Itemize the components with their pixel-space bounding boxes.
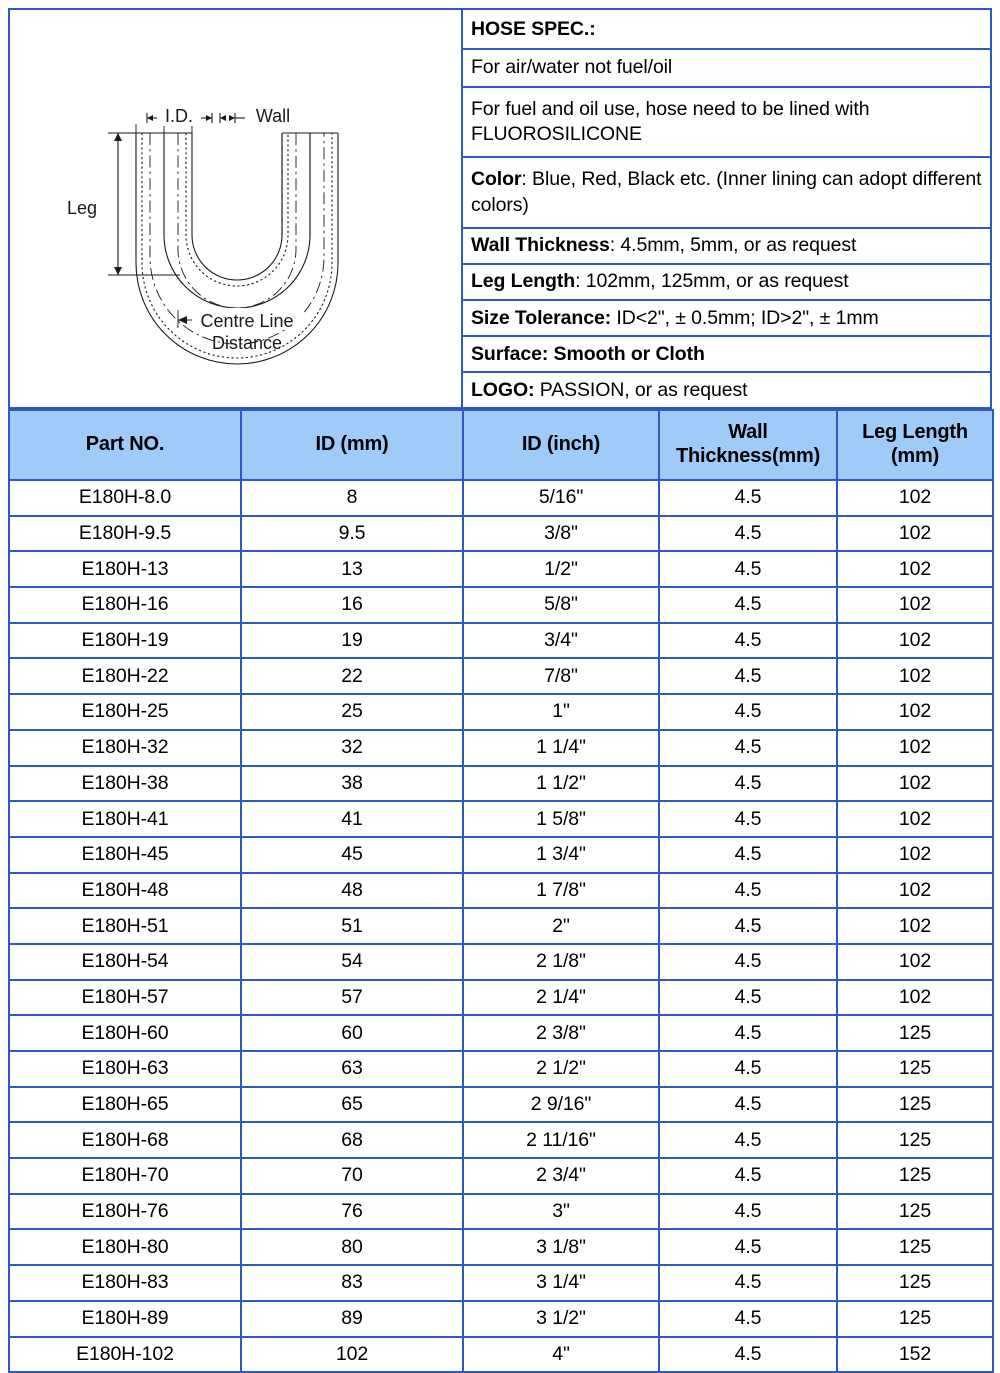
column-header-part-no: Part NO. bbox=[9, 410, 241, 480]
cell-part-no: E180H-65 bbox=[9, 1087, 241, 1123]
cell-wall-thickness: 4.5 bbox=[659, 766, 837, 802]
cell-leg-length: 102 bbox=[837, 623, 993, 659]
column-header-leg-line1: Leg Length bbox=[862, 421, 968, 444]
cell-part-no: E180H-51 bbox=[9, 908, 241, 944]
cell-wall-thickness: 4.5 bbox=[659, 1087, 837, 1123]
spec-label-size-tolerance: Size Tolerance: bbox=[471, 306, 612, 329]
cell-id-inch: 1 7/8" bbox=[463, 873, 659, 909]
cell-part-no: E180H-13 bbox=[9, 551, 241, 587]
cell-leg-length: 102 bbox=[837, 730, 993, 766]
cell-leg-length: 125 bbox=[837, 1087, 993, 1123]
table-row bbox=[9, 1122, 993, 1158]
table-row bbox=[9, 1337, 993, 1373]
spec-row-surface bbox=[463, 337, 990, 373]
cell-wall-thickness: 4.5 bbox=[659, 658, 837, 694]
cell-id-mm: 48 bbox=[241, 873, 463, 909]
spec-value-wall-thickness: : 4.5mm, 5mm, or as request bbox=[609, 234, 857, 257]
spec-label-leg-length: Leg Length bbox=[471, 270, 576, 293]
spec-value-logo: PASSION, or as request bbox=[534, 378, 748, 401]
table-row bbox=[9, 1194, 993, 1230]
cell-id-inch: 3 1/8" bbox=[463, 1229, 659, 1265]
cell-id-mm: 16 bbox=[241, 587, 463, 623]
cell-id-inch: 3/8" bbox=[463, 516, 659, 552]
cell-id-mm: 80 bbox=[241, 1229, 463, 1265]
cell-id-inch: 1 1/2" bbox=[463, 766, 659, 802]
table-row bbox=[9, 837, 993, 873]
table-row bbox=[9, 1015, 993, 1051]
cell-part-no: E180H-102 bbox=[9, 1337, 241, 1373]
spec-title: HOSE SPEC.: bbox=[471, 17, 596, 40]
cell-id-mm: 41 bbox=[241, 801, 463, 837]
cell-leg-length: 102 bbox=[837, 551, 993, 587]
cell-part-no: E180H-89 bbox=[9, 1301, 241, 1337]
cell-part-no: E180H-70 bbox=[9, 1158, 241, 1194]
column-header-id-inch: ID (inch) bbox=[463, 410, 659, 480]
cell-part-no: E180H-25 bbox=[9, 694, 241, 730]
table-row bbox=[9, 587, 993, 623]
spec-label-color: Color bbox=[471, 168, 522, 191]
cell-wall-thickness: 4.5 bbox=[659, 623, 837, 659]
cell-id-mm: 83 bbox=[241, 1265, 463, 1301]
cell-id-mm: 19 bbox=[241, 623, 463, 659]
column-header-wall-thickness bbox=[659, 410, 837, 480]
cell-part-no: E180H-45 bbox=[9, 837, 241, 873]
cell-wall-thickness: 4.5 bbox=[659, 908, 837, 944]
cell-part-no: E180H-48 bbox=[9, 873, 241, 909]
spec-value-size-tolerance: ID<2", ± 0.5mm; ID>2", ± 1mm bbox=[611, 306, 879, 329]
cell-leg-length: 125 bbox=[837, 1265, 993, 1301]
column-header-leg-length bbox=[837, 410, 993, 480]
cell-id-mm: 54 bbox=[241, 944, 463, 980]
cell-id-mm: 22 bbox=[241, 658, 463, 694]
cell-part-no: E180H-41 bbox=[9, 801, 241, 837]
wall-dimension-label: Wall bbox=[255, 106, 291, 126]
cell-part-no: E180H-38 bbox=[9, 766, 241, 802]
cell-leg-length: 102 bbox=[837, 980, 993, 1016]
cell-id-inch: 5/8" bbox=[463, 587, 659, 623]
table-row bbox=[9, 908, 993, 944]
cell-id-mm: 89 bbox=[241, 1301, 463, 1337]
cell-id-inch: 5/16" bbox=[463, 480, 659, 516]
cell-part-no: E180H-8.0 bbox=[9, 480, 241, 516]
cell-id-inch: 7/8" bbox=[463, 658, 659, 694]
table-row bbox=[9, 480, 993, 516]
table-row bbox=[9, 944, 993, 980]
table-header bbox=[9, 410, 993, 480]
cell-part-no: E180H-9.5 bbox=[9, 516, 241, 552]
cell-part-no: E180H-19 bbox=[9, 623, 241, 659]
cell-part-no: E180H-54 bbox=[9, 944, 241, 980]
spec-value-leg-length: : 102mm, 125mm, or as request bbox=[575, 270, 849, 293]
cell-id-inch: 1 1/4" bbox=[463, 730, 659, 766]
cell-part-no: E180H-22 bbox=[9, 658, 241, 694]
cell-id-mm: 70 bbox=[241, 1158, 463, 1194]
cell-wall-thickness: 4.5 bbox=[659, 1122, 837, 1158]
cell-id-mm: 38 bbox=[241, 766, 463, 802]
cell-id-inch: 3" bbox=[463, 1194, 659, 1230]
cell-id-mm: 60 bbox=[241, 1015, 463, 1051]
cell-id-inch: 2" bbox=[463, 908, 659, 944]
cell-id-mm: 8 bbox=[241, 480, 463, 516]
spec-text-fuel-oil: For fuel and oil use, hose need to be lined with FLUOROSILICONE bbox=[471, 97, 870, 146]
id-dimension-label: I.D. bbox=[164, 106, 194, 126]
cell-id-mm: 102 bbox=[241, 1337, 463, 1373]
spec-label-wall-thickness: Wall Thickness bbox=[471, 234, 610, 257]
cell-id-mm: 76 bbox=[241, 1194, 463, 1230]
table-row bbox=[9, 1087, 993, 1123]
cell-id-inch: 2 9/16" bbox=[463, 1087, 659, 1123]
cell-leg-length: 102 bbox=[837, 873, 993, 909]
table-row bbox=[9, 1051, 993, 1087]
spec-row-leg-length bbox=[463, 265, 990, 301]
spec-label-surface: Surface: Smooth or Cloth bbox=[471, 342, 705, 365]
cell-id-mm: 45 bbox=[241, 837, 463, 873]
centre-line-label: Centre Line bbox=[200, 311, 294, 331]
cell-leg-length: 125 bbox=[837, 1194, 993, 1230]
180-degree-hose-bend-drawing bbox=[10, 10, 462, 409]
hose-spec-panel bbox=[462, 8, 992, 409]
cell-leg-length: 102 bbox=[837, 766, 993, 802]
cell-part-no: E180H-68 bbox=[9, 1122, 241, 1158]
cell-id-inch: 1 5/8" bbox=[463, 801, 659, 837]
cell-wall-thickness: 4.5 bbox=[659, 1158, 837, 1194]
cell-leg-length: 102 bbox=[837, 944, 993, 980]
cell-id-inch: 1" bbox=[463, 694, 659, 730]
cell-id-inch: 3 1/4" bbox=[463, 1265, 659, 1301]
cell-wall-thickness: 4.5 bbox=[659, 873, 837, 909]
distance-label: Distance bbox=[211, 333, 283, 353]
cell-leg-length: 102 bbox=[837, 658, 993, 694]
cell-leg-length: 125 bbox=[837, 1122, 993, 1158]
cell-id-mm: 57 bbox=[241, 980, 463, 1016]
column-header-id-mm: ID (mm) bbox=[241, 410, 463, 480]
cell-part-no: E180H-63 bbox=[9, 1051, 241, 1087]
cell-part-no: E180H-83 bbox=[9, 1265, 241, 1301]
spec-row-logo bbox=[463, 373, 990, 407]
spec-row-fuel-oil bbox=[463, 88, 990, 159]
table-row bbox=[9, 1265, 993, 1301]
hose-diagram-cell bbox=[8, 8, 462, 409]
cell-id-mm: 32 bbox=[241, 730, 463, 766]
cell-part-no: E180H-57 bbox=[9, 980, 241, 1016]
part-number-table bbox=[8, 409, 994, 1373]
cell-leg-length: 125 bbox=[837, 1229, 993, 1265]
cell-leg-length: 125 bbox=[837, 1051, 993, 1087]
cell-leg-length: 125 bbox=[837, 1301, 993, 1337]
cell-leg-length: 102 bbox=[837, 801, 993, 837]
cell-leg-length: 102 bbox=[837, 694, 993, 730]
table-row bbox=[9, 1229, 993, 1265]
cell-wall-thickness: 4.5 bbox=[659, 694, 837, 730]
cell-leg-length: 125 bbox=[837, 1015, 993, 1051]
cell-leg-length: 152 bbox=[837, 1337, 993, 1373]
cell-wall-thickness: 4.5 bbox=[659, 587, 837, 623]
cell-id-inch: 4" bbox=[463, 1337, 659, 1373]
cell-id-inch: 3 1/2" bbox=[463, 1301, 659, 1337]
cell-id-inch: 1/2" bbox=[463, 551, 659, 587]
column-header-leg-line2: (mm) bbox=[890, 445, 940, 467]
cell-wall-thickness: 4.5 bbox=[659, 1301, 837, 1337]
table-header-row bbox=[9, 410, 993, 480]
cell-leg-length: 102 bbox=[837, 837, 993, 873]
table-row bbox=[9, 516, 993, 552]
cell-id-mm: 13 bbox=[241, 551, 463, 587]
cell-id-inch: 2 1/8" bbox=[463, 944, 659, 980]
table-row bbox=[9, 766, 993, 802]
cell-wall-thickness: 4.5 bbox=[659, 980, 837, 1016]
table-row bbox=[9, 694, 993, 730]
table-body bbox=[9, 480, 993, 1372]
cell-part-no: E180H-32 bbox=[9, 730, 241, 766]
cell-id-inch: 1 3/4" bbox=[463, 837, 659, 873]
table-row bbox=[9, 980, 993, 1016]
cell-leg-length: 102 bbox=[837, 908, 993, 944]
leg-dimension-label: Leg bbox=[66, 198, 98, 218]
cell-wall-thickness: 4.5 bbox=[659, 730, 837, 766]
cell-part-no: E180H-80 bbox=[9, 1229, 241, 1265]
spec-label-logo: LOGO: bbox=[471, 378, 535, 401]
cell-wall-thickness: 4.5 bbox=[659, 480, 837, 516]
cell-id-mm: 9.5 bbox=[241, 516, 463, 552]
cell-wall-thickness: 4.5 bbox=[659, 801, 837, 837]
cell-id-mm: 65 bbox=[241, 1087, 463, 1123]
cell-id-inch: 2 1/2" bbox=[463, 1051, 659, 1087]
cell-id-mm: 25 bbox=[241, 694, 463, 730]
cell-wall-thickness: 4.5 bbox=[659, 1337, 837, 1373]
spec-row-air-water bbox=[463, 50, 990, 88]
table-row bbox=[9, 658, 993, 694]
spec-value-color: : Blue, Red, Black etc. (Inner lining can adopt different colors) bbox=[471, 168, 982, 217]
cell-id-inch: 3/4" bbox=[463, 623, 659, 659]
table-row bbox=[9, 730, 993, 766]
cell-id-inch: 2 1/4" bbox=[463, 980, 659, 1016]
cell-wall-thickness: 4.5 bbox=[659, 516, 837, 552]
cell-id-mm: 68 bbox=[241, 1122, 463, 1158]
cell-id-mm: 63 bbox=[241, 1051, 463, 1087]
cell-wall-thickness: 4.5 bbox=[659, 1015, 837, 1051]
cell-wall-thickness: 4.5 bbox=[659, 1265, 837, 1301]
cell-part-no: E180H-60 bbox=[9, 1015, 241, 1051]
cell-wall-thickness: 4.5 bbox=[659, 944, 837, 980]
cell-wall-thickness: 4.5 bbox=[659, 1229, 837, 1265]
column-header-wall-line2: Thickness(mm) bbox=[675, 445, 821, 467]
top-section bbox=[8, 8, 992, 409]
spec-row-color bbox=[463, 158, 990, 229]
column-header-wall-line1: Wall bbox=[728, 421, 768, 444]
table-row bbox=[9, 551, 993, 587]
cell-wall-thickness: 4.5 bbox=[659, 1194, 837, 1230]
cell-leg-length: 102 bbox=[837, 587, 993, 623]
table-row bbox=[9, 801, 993, 837]
cell-leg-length: 125 bbox=[837, 1158, 993, 1194]
cell-id-inch: 2 3/8" bbox=[463, 1015, 659, 1051]
spec-title-row bbox=[463, 10, 990, 50]
cell-wall-thickness: 4.5 bbox=[659, 837, 837, 873]
cell-id-inch: 2 11/16" bbox=[463, 1122, 659, 1158]
spec-row-wall-thickness bbox=[463, 229, 990, 265]
spec-row-size-tolerance bbox=[463, 301, 990, 338]
cell-part-no: E180H-16 bbox=[9, 587, 241, 623]
table-row bbox=[9, 1301, 993, 1337]
spec-text-air-water: For air/water not fuel/oil bbox=[471, 56, 673, 79]
cell-part-no: E180H-76 bbox=[9, 1194, 241, 1230]
table-row bbox=[9, 873, 993, 909]
table-row bbox=[9, 623, 993, 659]
cell-id-inch: 2 3/4" bbox=[463, 1158, 659, 1194]
cell-leg-length: 102 bbox=[837, 480, 993, 516]
cell-wall-thickness: 4.5 bbox=[659, 1051, 837, 1087]
table-row bbox=[9, 1158, 993, 1194]
cell-leg-length: 102 bbox=[837, 516, 993, 552]
cell-id-mm: 51 bbox=[241, 908, 463, 944]
cell-wall-thickness: 4.5 bbox=[659, 551, 837, 587]
